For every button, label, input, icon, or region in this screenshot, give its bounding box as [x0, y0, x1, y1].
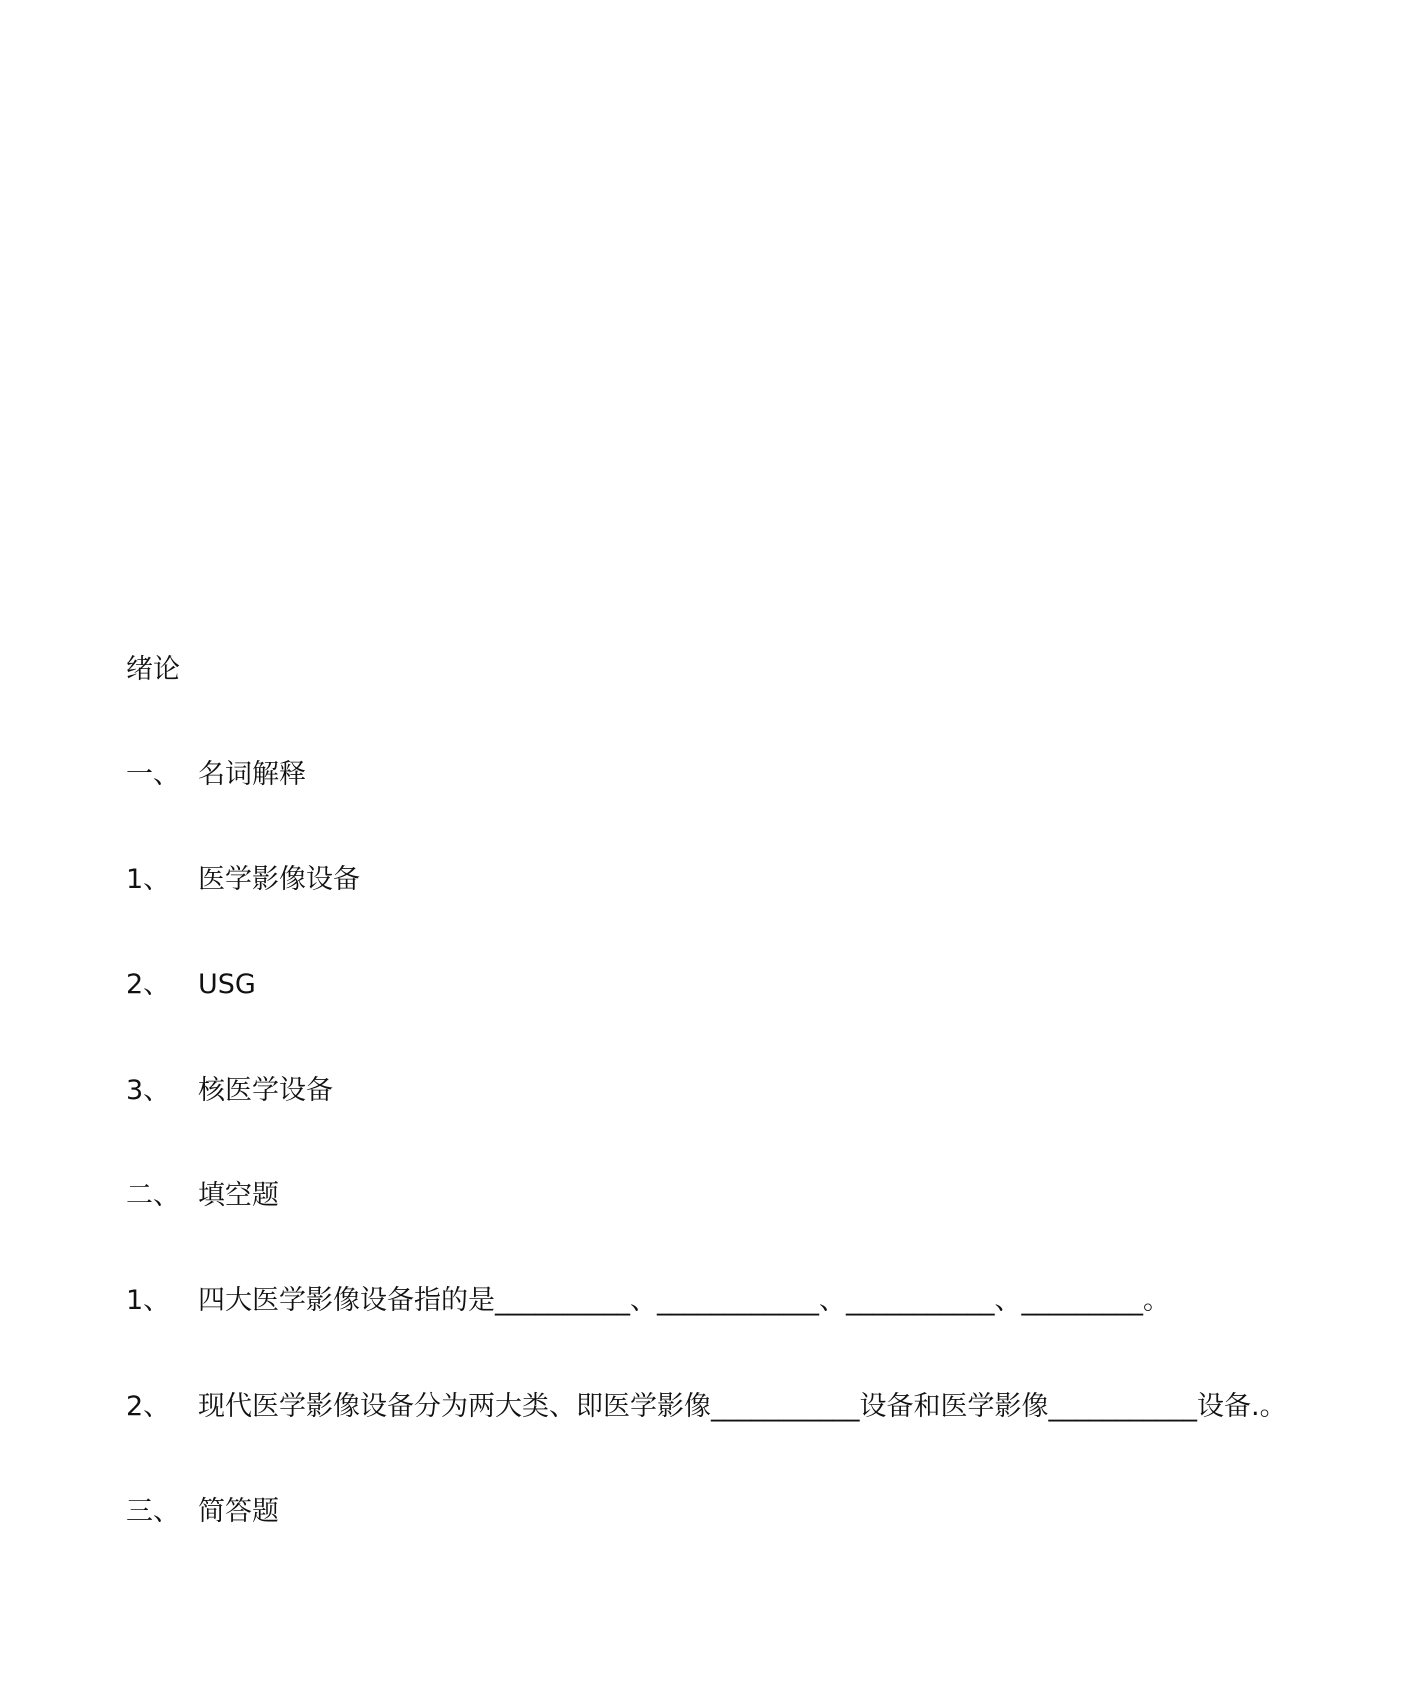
question-number: 3、 [126, 1075, 171, 1106]
section-number: 二、 [126, 1180, 180, 1211]
question-number: 2、 [126, 969, 171, 1000]
title-text: 绪论 [126, 654, 180, 685]
section-title: 简答题 [198, 1496, 279, 1527]
section-number: 三、 [126, 1496, 180, 1527]
section-number: 一、 [126, 759, 180, 790]
question-text: 医学影像设备 [198, 864, 360, 895]
question-text: 四大医学影像设备指的是__________、____________、___________、_________。 [198, 1285, 1170, 1316]
question-number: 1、 [126, 1285, 171, 1316]
document-title [126, 652, 180, 688]
question-text: 现代医学影像设备分为两大类、即医学影像___________设备和医学影像___________设备.。 [198, 1391, 1287, 1422]
question-number: 1、 [126, 864, 171, 895]
section-title: 填空题 [198, 1180, 279, 1211]
question-text: USG [198, 969, 256, 1000]
section-title: 名词解释 [198, 759, 306, 790]
question-text: 核医学设备 [198, 1075, 333, 1106]
question-number: 2、 [126, 1391, 171, 1422]
